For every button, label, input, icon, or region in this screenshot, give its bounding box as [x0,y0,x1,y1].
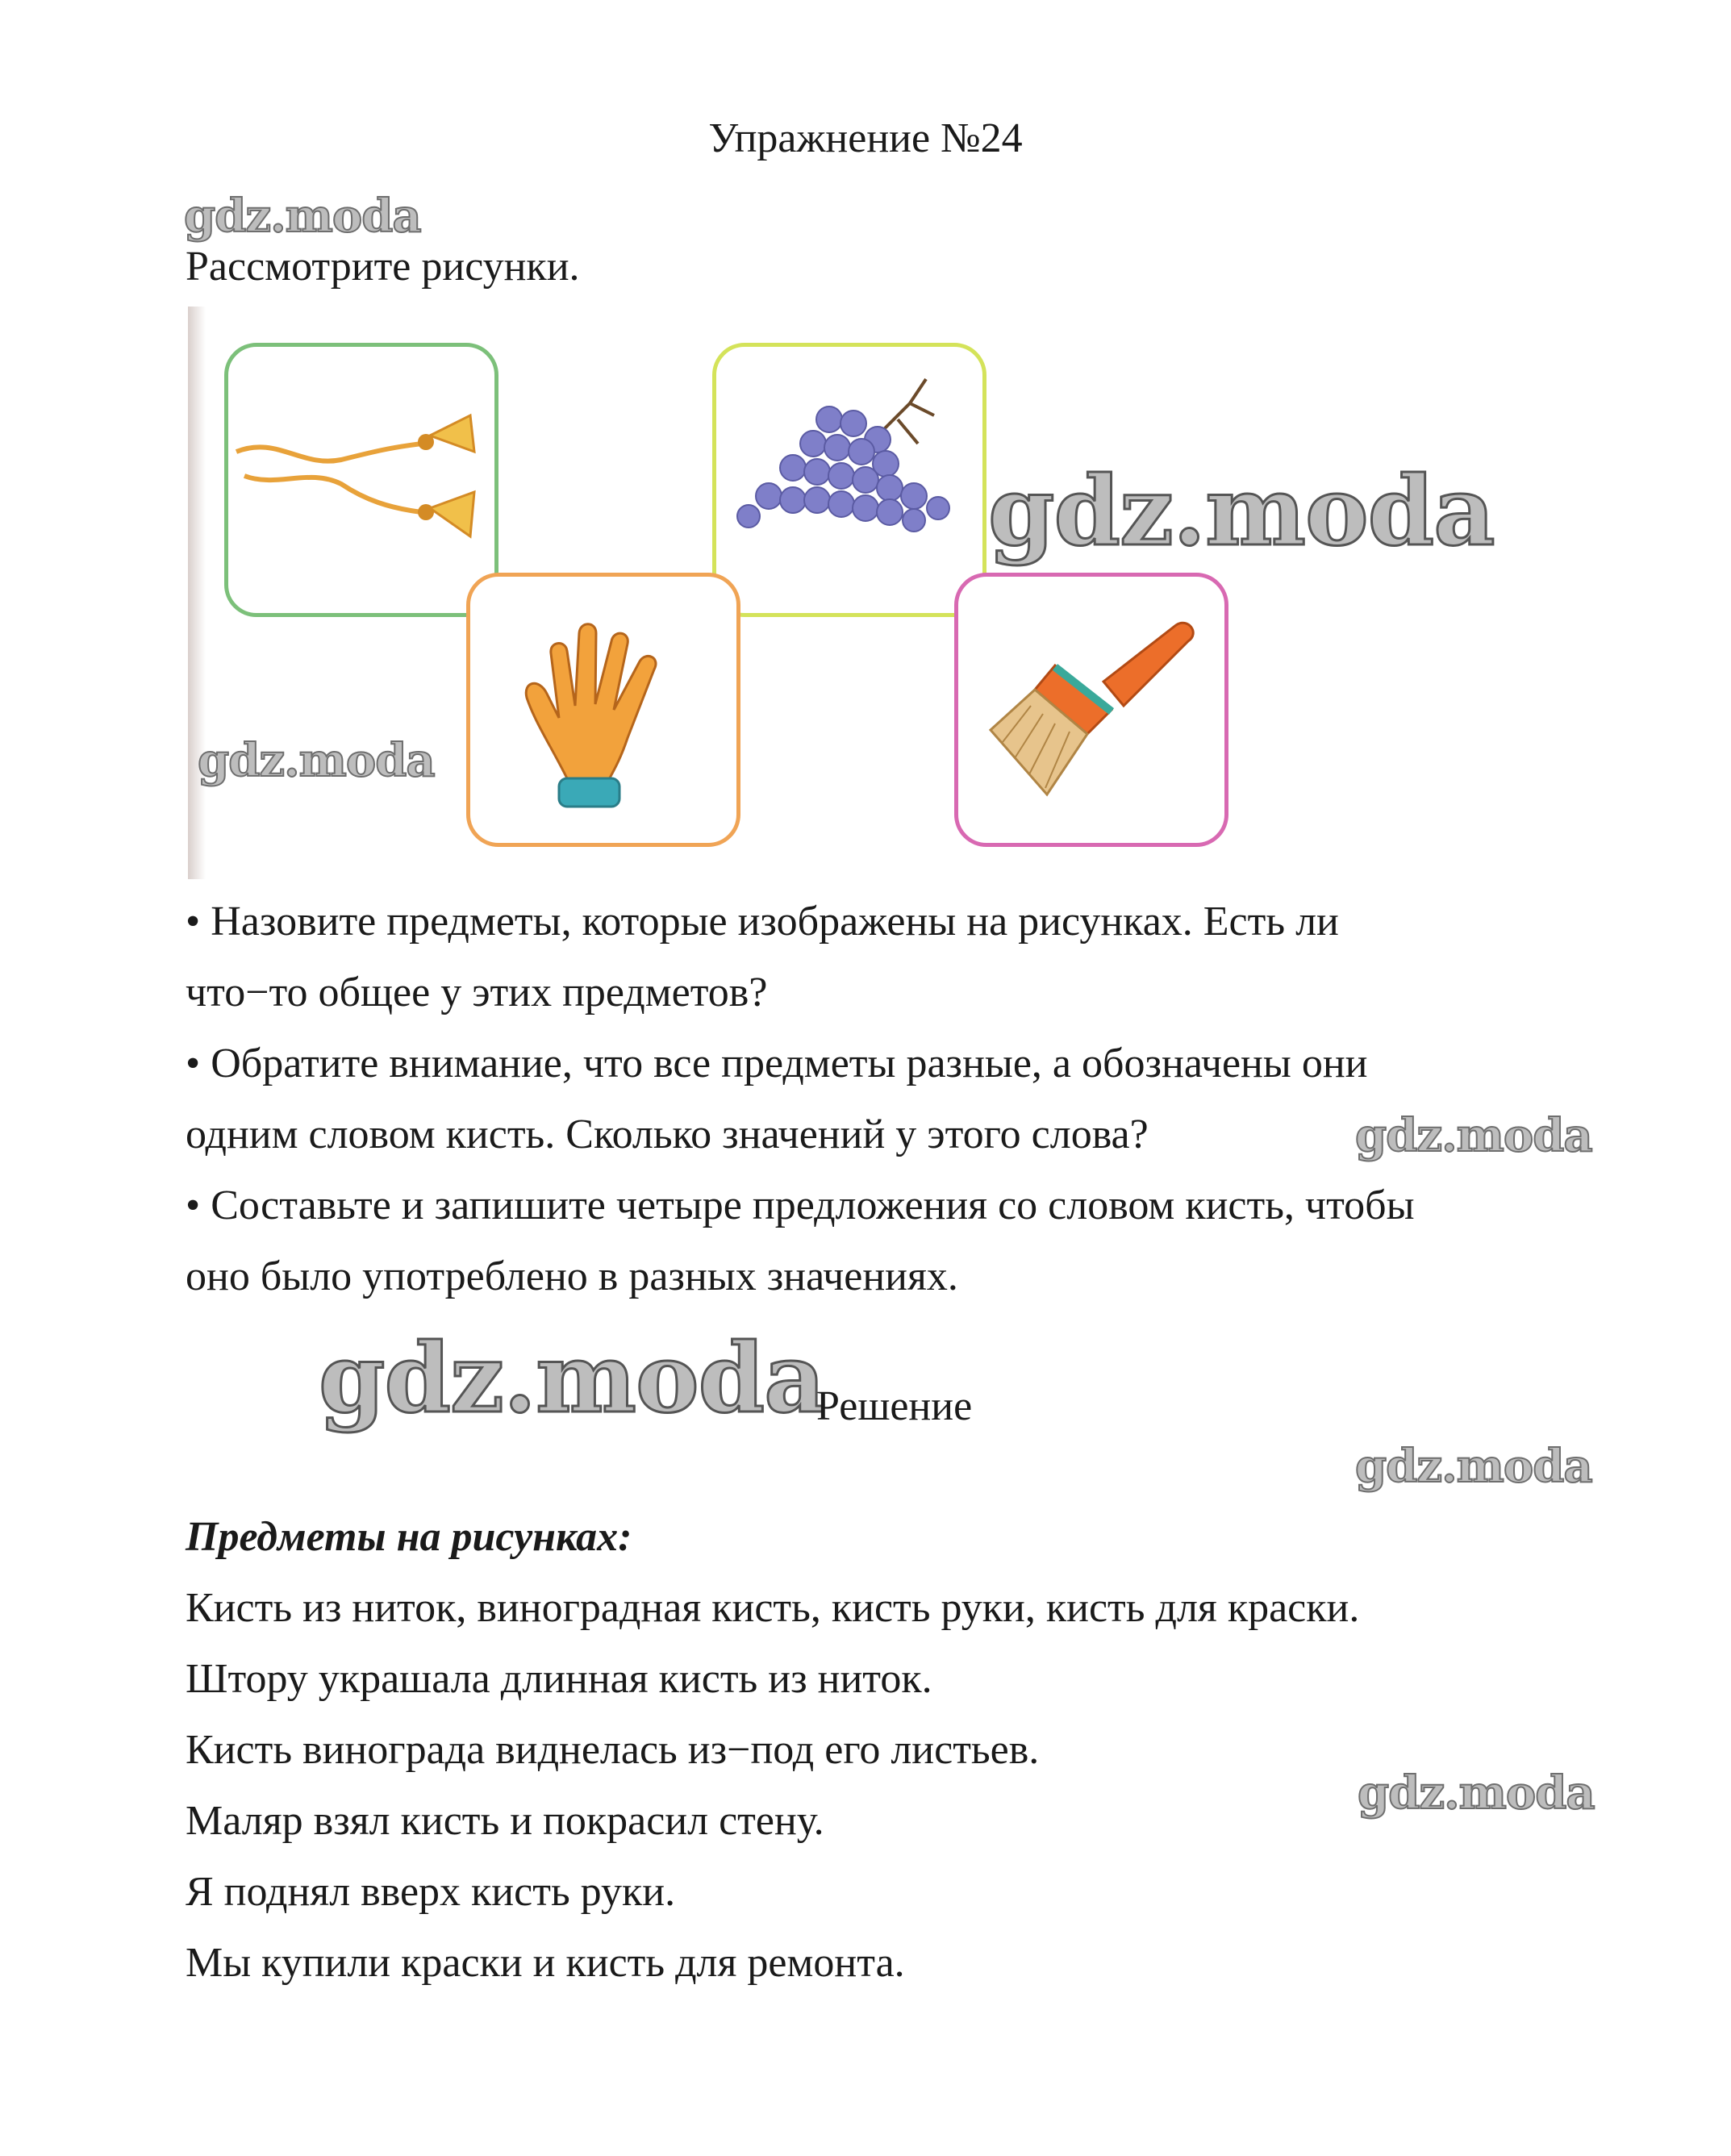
solution-line: Кисть винограда виднелась из−под его листьев. [186,1727,1040,1773]
page-title: Упражнение №24 [708,115,1023,161]
grapes-icon [716,347,982,613]
watermark: gdz.moda [319,1322,825,1434]
solution-line: Маляр взял кисть и покрасил стену. [186,1798,824,1844]
task-line: одним словом кисть. Сколько значений у этого слова? [186,1111,1149,1157]
tassel-icon [228,347,494,613]
watermark: gdz.moda [1355,1109,1592,1162]
solution-label: Решение [816,1383,973,1429]
solution-line: Я поднял вверх кисть руки. [186,1869,676,1915]
solution-heading: Предметы на рисунках: [186,1514,632,1560]
watermark: gdz.moda [1355,1440,1592,1493]
card-hand [466,573,740,847]
task-line: • Составьте и запишите четыре предложения со словом кисть, чтобы [186,1182,1415,1228]
paintbrush-icon [958,577,1224,843]
task-line: • Назовите предметы, которые изображены на рисунках. Есть ли [186,899,1339,945]
card-paintbrush [954,573,1228,847]
watermark: gdz.moda [1358,1766,1595,1820]
task-prompt: Рассмотрите рисунки. [186,244,580,290]
task-line: что−то общее у этих предметов? [186,970,768,1015]
solution-line: Штору украшала длинная кисть из ниток. [186,1656,932,1702]
hand-icon [470,577,736,843]
illustration-strip [188,307,1479,879]
card-grapes [712,343,986,617]
solution-line: Мы купили краски и кисть для ремонта. [186,1940,905,1986]
task-line: • Обратите внимание, что все предметы разные, а обозначены они [186,1040,1368,1086]
watermark: gdz.moda [184,190,421,243]
solution-line: Кисть из ниток, виноградная кисть, кисть руки, кисть для краски. [186,1585,1360,1631]
card-tassel [224,343,498,617]
watermark: gdz.moda [198,734,435,787]
watermark: gdz.moda [988,455,1495,567]
task-line: оно было употреблено в разных значениях. [186,1253,958,1299]
